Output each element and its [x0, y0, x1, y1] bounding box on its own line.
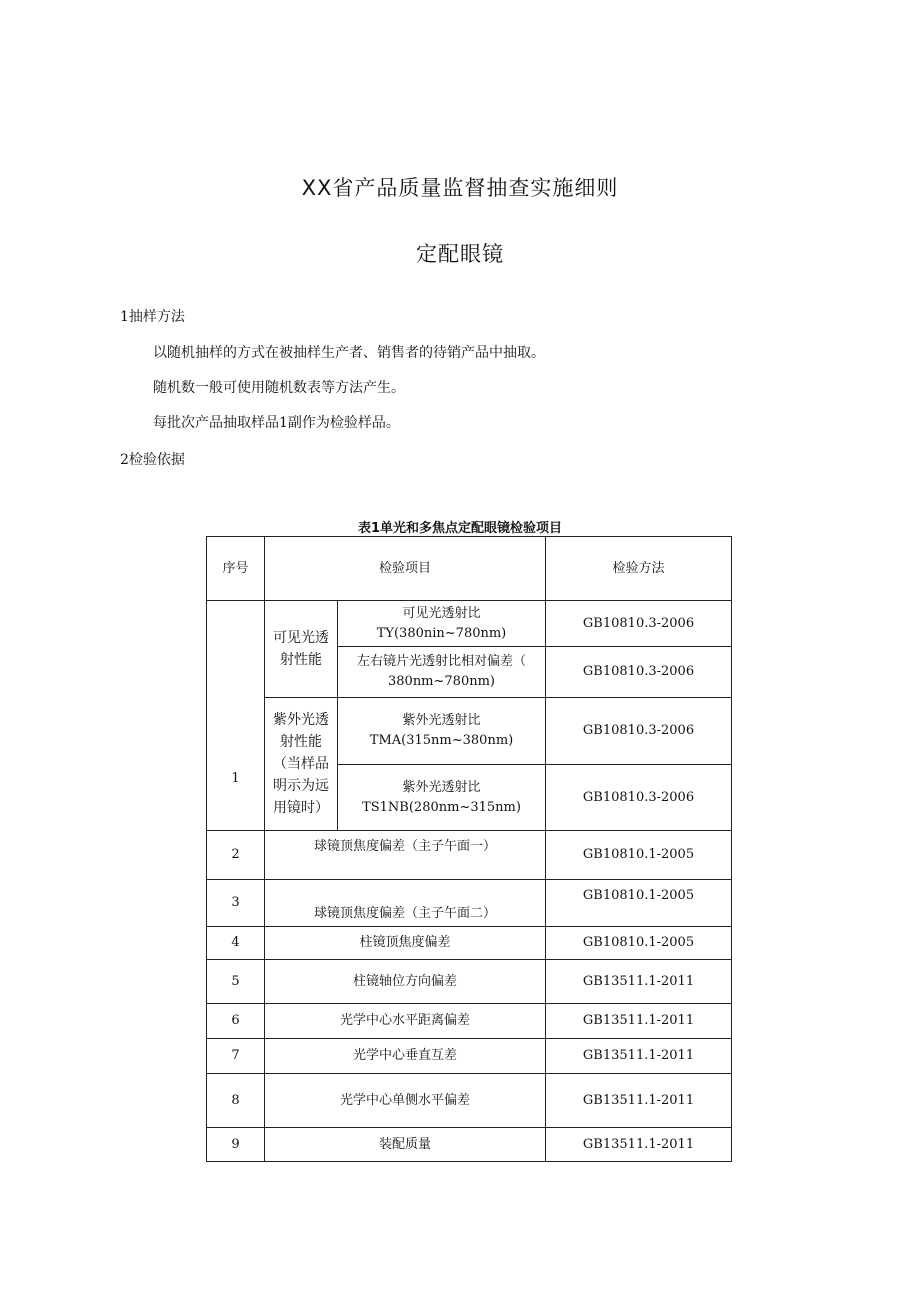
- section-heading-sampling: 1抽样方法: [120, 309, 185, 325]
- group-visible-transmission: [265, 601, 338, 698]
- row-method: GB10810.1-2005: [546, 880, 732, 927]
- table-header-row: [207, 537, 732, 601]
- table-row: [207, 927, 732, 960]
- table-row: [207, 831, 732, 880]
- item-line: 左右镜片光透射比相对偏差（: [357, 654, 527, 669]
- row-method: GB13511.1-2011: [546, 1128, 732, 1162]
- row-method: GB13511.1-2011: [546, 1074, 732, 1128]
- group-line: 射性能: [280, 652, 322, 668]
- row-method: GB10810.1-2005: [546, 831, 732, 880]
- row-item: 光学中心垂直互差: [265, 1039, 546, 1074]
- row-item: 光学中心水平距离偏差: [265, 1004, 546, 1039]
- row-seq: 4: [207, 927, 265, 960]
- item-line: TS1NB(280nm~315nm): [362, 799, 521, 815]
- paragraph: 随机数一般可使用随机数表等方法产生。: [153, 380, 405, 396]
- group-uv-transmission: [265, 698, 338, 831]
- group-line: 明示为远: [273, 778, 329, 794]
- row-seq: 8: [207, 1074, 265, 1128]
- item-line: 380nm~780nm): [388, 674, 495, 689]
- group-line: 可见光透: [273, 630, 329, 646]
- document-title: XX省产品质量监督抽查实施细则: [301, 176, 619, 200]
- row-item: [338, 765, 546, 831]
- table-row: [207, 960, 732, 1004]
- table-row: [207, 1004, 732, 1039]
- row-item: 柱镜顶焦度偏差: [265, 927, 546, 960]
- paragraph: 以随机抽样的方式在被抽样生产者、销售者的待销产品中抽取。: [153, 345, 545, 361]
- group-line: 紫外光透: [273, 712, 329, 728]
- row-method: GB13511.1-2011: [546, 960, 732, 1004]
- group-line: 射性能: [280, 734, 322, 750]
- table-row: [207, 1128, 732, 1162]
- row-item: [338, 698, 546, 765]
- row-seq: 5: [207, 960, 265, 1004]
- table-row: [207, 1074, 732, 1128]
- header-seq: 序号: [207, 537, 265, 601]
- row-seq: 2: [207, 831, 265, 880]
- row-item: 柱镜轴位方向偏差: [265, 960, 546, 1004]
- paragraph: 每批次产品抽取样品1副作为检验样品。: [153, 415, 400, 431]
- row-method: GB13511.1-2011: [546, 1039, 732, 1074]
- row-item: 装配质量: [265, 1128, 546, 1162]
- item-line: 紫外光透射比: [402, 779, 481, 795]
- item-line: 可见光透射比: [402, 605, 481, 621]
- row-item: 球镜顶焦度偏差（主子午面一）: [265, 831, 546, 880]
- group-line: （当样品: [273, 756, 329, 772]
- table-row: [207, 880, 732, 927]
- table-row: [207, 698, 732, 765]
- row-method: GB10810.3-2006: [546, 698, 732, 765]
- table-row: [207, 1039, 732, 1074]
- table-row: [207, 601, 732, 647]
- row-seq: 3: [207, 880, 265, 927]
- row-method: GB10810.3-2006: [546, 765, 732, 831]
- group-line: 用镜时）: [273, 800, 329, 816]
- row-item: [338, 601, 546, 647]
- item-line: TY(380nin~780nm): [376, 625, 507, 641]
- row-method: GB13511.1-2011: [546, 1004, 732, 1039]
- row-seq: 9: [207, 1128, 265, 1162]
- header-method: 检验方法: [546, 537, 732, 601]
- item-line: TMA(315nm~380nm): [369, 733, 514, 748]
- inspection-table: [206, 536, 732, 1162]
- row-item: 光学中心单侧水平偏差: [265, 1074, 546, 1128]
- row-method: GB10810.1-2005: [546, 927, 732, 960]
- row-method: GB10810.3-2006: [546, 647, 732, 698]
- row-seq: 7: [207, 1039, 265, 1074]
- document-subtitle: 定配眼镜: [416, 242, 504, 266]
- header-item: 检验项目: [265, 537, 546, 601]
- row-item: [338, 647, 546, 698]
- item-line: 紫外光透射比: [402, 713, 481, 728]
- table-caption: 表1单光和多焦点定配眼镜检验项目: [357, 521, 563, 536]
- row-seq: 6: [207, 1004, 265, 1039]
- row-method: GB10810.3-2006: [546, 601, 732, 647]
- row-item: 球镜顶焦度偏差（主子午面二）: [265, 880, 546, 927]
- row-seq: 1: [207, 601, 265, 831]
- section-heading-basis: 2检验依据: [120, 452, 185, 468]
